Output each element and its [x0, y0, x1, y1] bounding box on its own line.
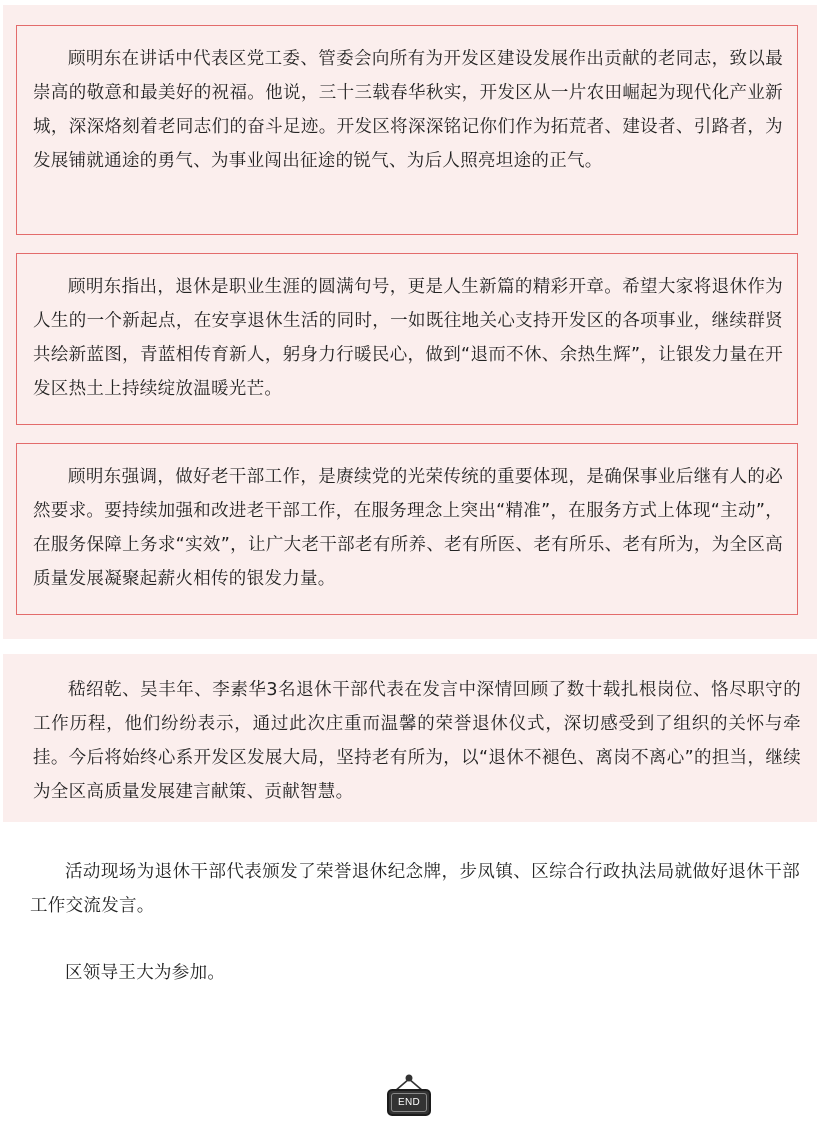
attendance-paragraph: 区领导王大为参加。	[65, 963, 226, 983]
end-label: END	[391, 1093, 427, 1112]
speech-paragraph-2: 顾明东指出，退休是职业生涯的圆满句号，更是人生新篇的精彩开章。希望大家将退休作为人生的一个新起点，在安享退休生活的同时，一如既往地关心支持开发区的各项事业，继续群贤共绘新蓝图，青蓝相传育新人，躬身力行暖民心，做到“退而不休、余热生辉”，让银发力量在开发区热土上持续绽放温暖光芒。	[33, 277, 783, 399]
end-board	[387, 1089, 431, 1116]
event-paragraph: 活动现场为退休干部代表颁发了荣誉退休纪念牌，步凤镇、区综合行政执法局就做好退休干部工作交流发言。	[30, 862, 800, 916]
speech-paragraph-3: 顾明东强调，做好老干部工作，是赓续党的光荣传统的重要体现，是确保事业后继有人的必然要求。要持续加强和改进老干部工作，在服务理念上突出“精准”，在服务方式上体现“主动”，在服务保障上务求“实效”，让广大老干部老有所养、老有所医、老有所乐、老有所为，为全区高质量发展凝聚起薪火相传的银发力量。	[33, 467, 783, 589]
speech-paragraph-1: 顾明东在讲话中代表区党工委、管委会向所有为开发区建设发展作出贡献的老同志，致以最崇高的敬意和最美好的祝福。他说，三十三载春华秋实，开发区从一片农田崛起为现代化产业新城，深深烙刻着老同志们的奋斗足迹。开发区将深深铭记你们作为拓荒者、建设者、引路者，为发展铺就通途的勇气、为事业闯出征途的锐气、为后人照亮坦途的正气。	[33, 49, 783, 171]
representatives-section	[3, 654, 817, 822]
representatives-paragraph: 嵇绍乾、吴丰年、李素华3名退休干部代表在发言中深情回顾了数十载扎根岗位、恪尽职守的工作历程，他们纷纷表示，通过此次庄重而温馨的荣誉退休仪式，深切感受到了组织的关怀与牵挂。今后将始终心系开发区发展大局，坚持老有所为，以“退休不褪色、离岗不离心”的担当，继续为全区高质量发展建言献策、贡献智慧。	[33, 680, 801, 802]
speech-quote-box-2	[16, 253, 798, 425]
speech-quote-box-3	[16, 443, 798, 615]
end-sign	[386, 1073, 434, 1119]
speech-quote-box-1	[16, 25, 798, 235]
